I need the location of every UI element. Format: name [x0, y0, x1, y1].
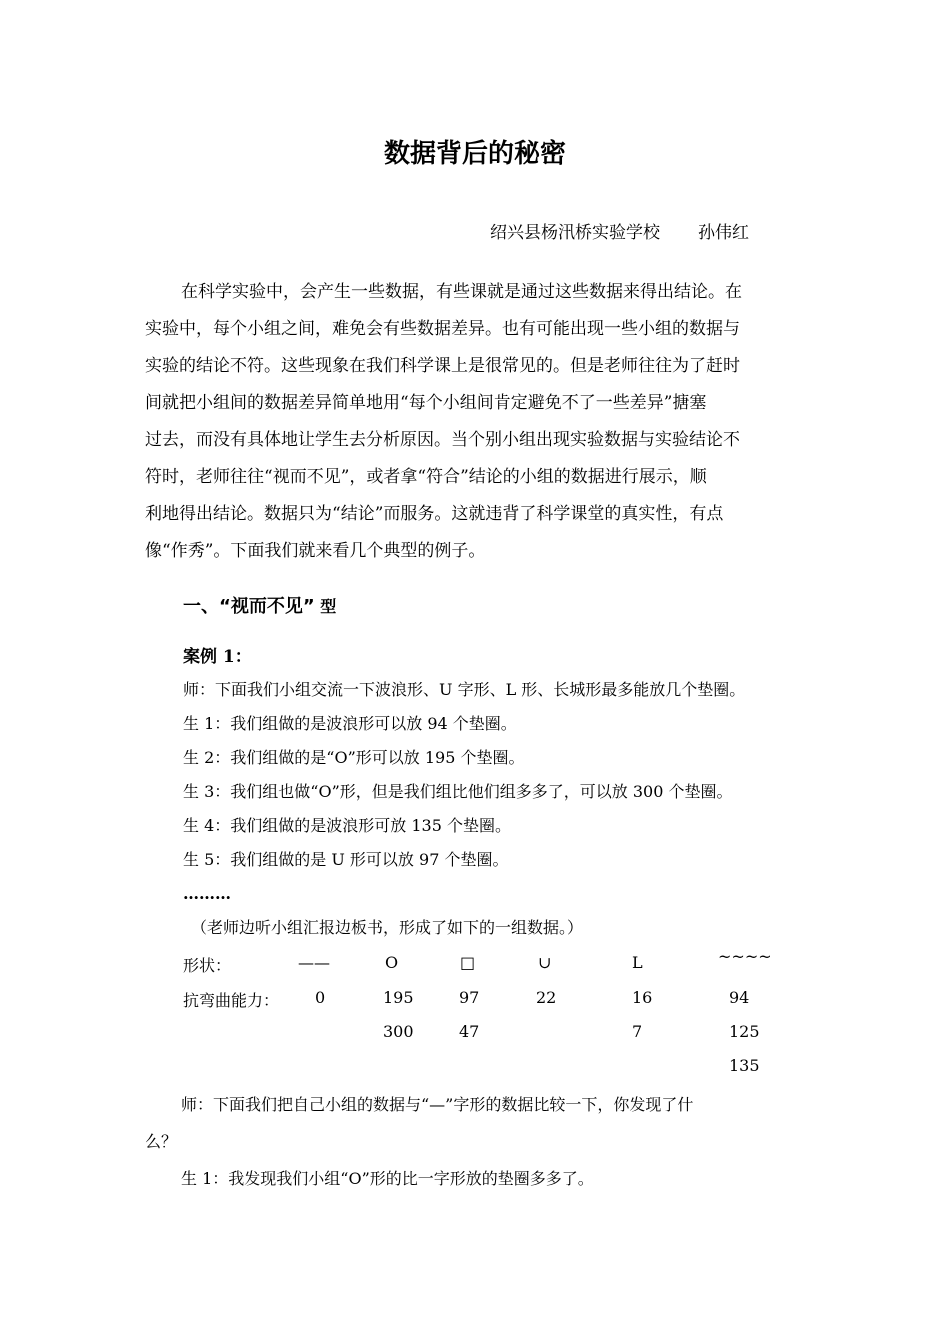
shape-cell: O	[385, 953, 399, 972]
paragraph-line: 在科学实验中，会产生一些数据，有些课就是通过这些数据来得出结论。在	[181, 282, 742, 302]
author-name: 孙伟红	[698, 223, 749, 243]
value-cell: 22	[536, 988, 557, 1007]
value-cell: 0	[315, 988, 326, 1007]
value-cell: 300	[383, 1022, 414, 1041]
value-cell: 47	[459, 1022, 480, 1041]
value-cell: 94	[729, 988, 750, 1007]
row-label-shape: 形状：	[183, 956, 232, 975]
dialog-line: 生 2：我们组做的是“O”形可以放 195 个垫圈。	[183, 748, 525, 767]
value-cell: 7	[632, 1022, 643, 1041]
dialog-line: 师：下面我们小组交流一下波浪形、U 字形、L 形、长城形最多能放几个垫圈。	[183, 680, 746, 699]
paragraph-line: 实验的结论不符。这些现象在我们科学课上是很常见的。但是老师往往为了赶时	[145, 356, 740, 376]
shape-cell: □	[460, 953, 476, 972]
value-cell: 135	[729, 1056, 760, 1075]
case-label: 案例 1：	[183, 647, 252, 667]
section-suffix: 型	[314, 597, 337, 616]
document-title: 数据背后的秘密	[383, 139, 566, 169]
section-title: “视而不见”	[219, 596, 315, 617]
value-cell: 195	[383, 988, 414, 1007]
author-line	[490, 218, 749, 243]
shape-cell: ∪	[538, 953, 552, 972]
shape-cell: ~~~~	[718, 947, 772, 966]
paragraph-line: 实验中，每个小组之间，难免会有些数据差异。也有可能出现一些小组的数据与	[145, 319, 740, 339]
dialog-line: （老师边听小组汇报边板书，形成了如下的一组数据。）	[191, 918, 584, 937]
shape-cell: L	[632, 953, 643, 972]
paragraph-line: 过去，而没有具体地让学生去分析原因。当个别小组出现实验数据与实验结论不	[145, 430, 740, 450]
dialog-line: 生 3：我们组也做“O”形，但是我们组比他们组多多了，可以放 300 个垫圈。	[183, 782, 733, 801]
value-cell: 97	[459, 988, 480, 1007]
row-label-ability: 抗弯曲能力：	[183, 991, 280, 1010]
dialog-line: 生 1：我们组做的是波浪形可以放 94 个垫圈。	[183, 714, 517, 733]
dialog-line: 生 4：我们组做的是波浪形可放 135 个垫圈。	[183, 816, 511, 835]
value-cell: 16	[632, 988, 653, 1007]
paragraph-line: 么？	[145, 1132, 178, 1151]
ellipsis-line: ………	[183, 884, 231, 903]
paragraph-line: 间就把小组间的数据差异简单地用“每个小组间肯定避免不了一些差异”搪塞	[145, 393, 707, 413]
value-cell: 125	[729, 1022, 760, 1041]
dialog-line: 生 5：我们组做的是 U 形可以放 97 个垫圈。	[183, 850, 509, 869]
case-dialog	[183, 673, 745, 945]
shape-cell: ——	[298, 953, 330, 972]
paragraph-line: 符时，老师往往“视而不见”，或者拿“符合”结论的小组的数据进行展示，顺	[145, 467, 707, 487]
section-heading	[183, 592, 336, 618]
paragraph-line: 生 1：我发现我们小组“O”形的比一字形放的垫圈多多了。	[181, 1169, 594, 1188]
intro-paragraph	[145, 274, 810, 570]
paragraph-line: 像“作秀”。下面我们就来看几个典型的例子。	[145, 541, 486, 561]
paragraph-line: 利地得出结论。数据只为“结论”而服务。这就违背了科学课堂的真实性，有点	[145, 504, 724, 524]
section-number: 一、	[183, 596, 219, 617]
paragraph-line: 师：下面我们把自己小组的数据与“—”字形的数据比较一下，你发现了什	[181, 1095, 694, 1114]
followup-paragraph	[145, 1086, 810, 1197]
author-school: 绍兴县杨汛桥实验学校	[490, 223, 660, 243]
